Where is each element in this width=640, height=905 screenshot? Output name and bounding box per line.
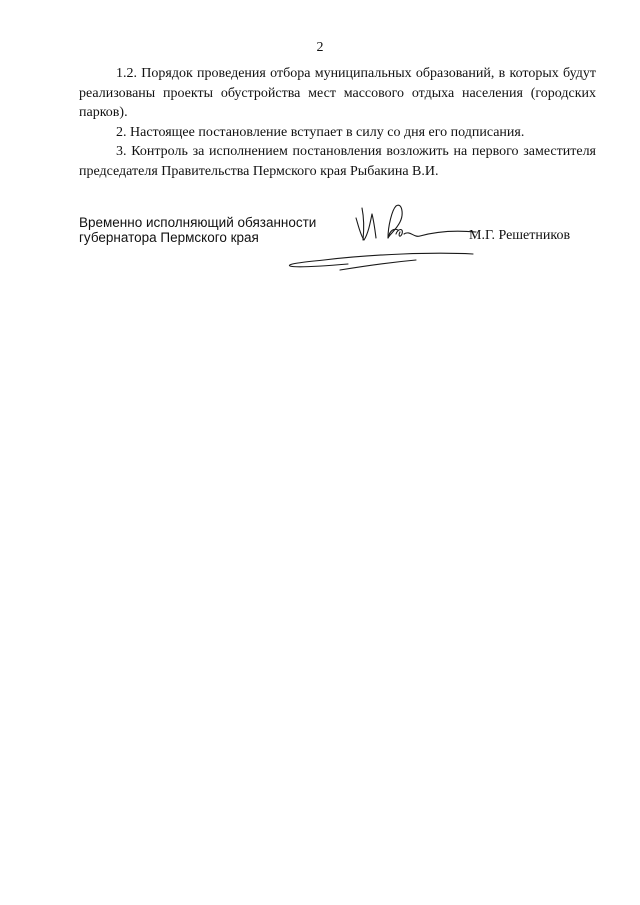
signer-title: [79, 216, 316, 245]
signer-name: М.Г. Решетников: [469, 228, 571, 243]
paragraph-1-2: 1.2. Порядок проведения отбора муниципальных образований, в которых будут реализованы проекты обустройства мест массового отдыха населения (городских парков).: [79, 66, 596, 120]
signature-block: [79, 212, 599, 292]
page-number: 2: [316, 40, 324, 55]
document-body: [79, 64, 596, 181]
paragraph-2: 2. Настоящее постановление вступает в силу со дня его подписания.: [116, 124, 525, 140]
signer-title-line-2: губернатора Пермского края: [79, 229, 259, 245]
signer-title-line-1: Временно исполняющий обязанности: [79, 215, 317, 230]
handwritten-signature: [284, 204, 484, 284]
paragraph-3: 3. Контроль за исполнением постановления возложить на первого заместителя председателя Правительства Пермского края Рыбакина В.И.: [79, 144, 596, 179]
